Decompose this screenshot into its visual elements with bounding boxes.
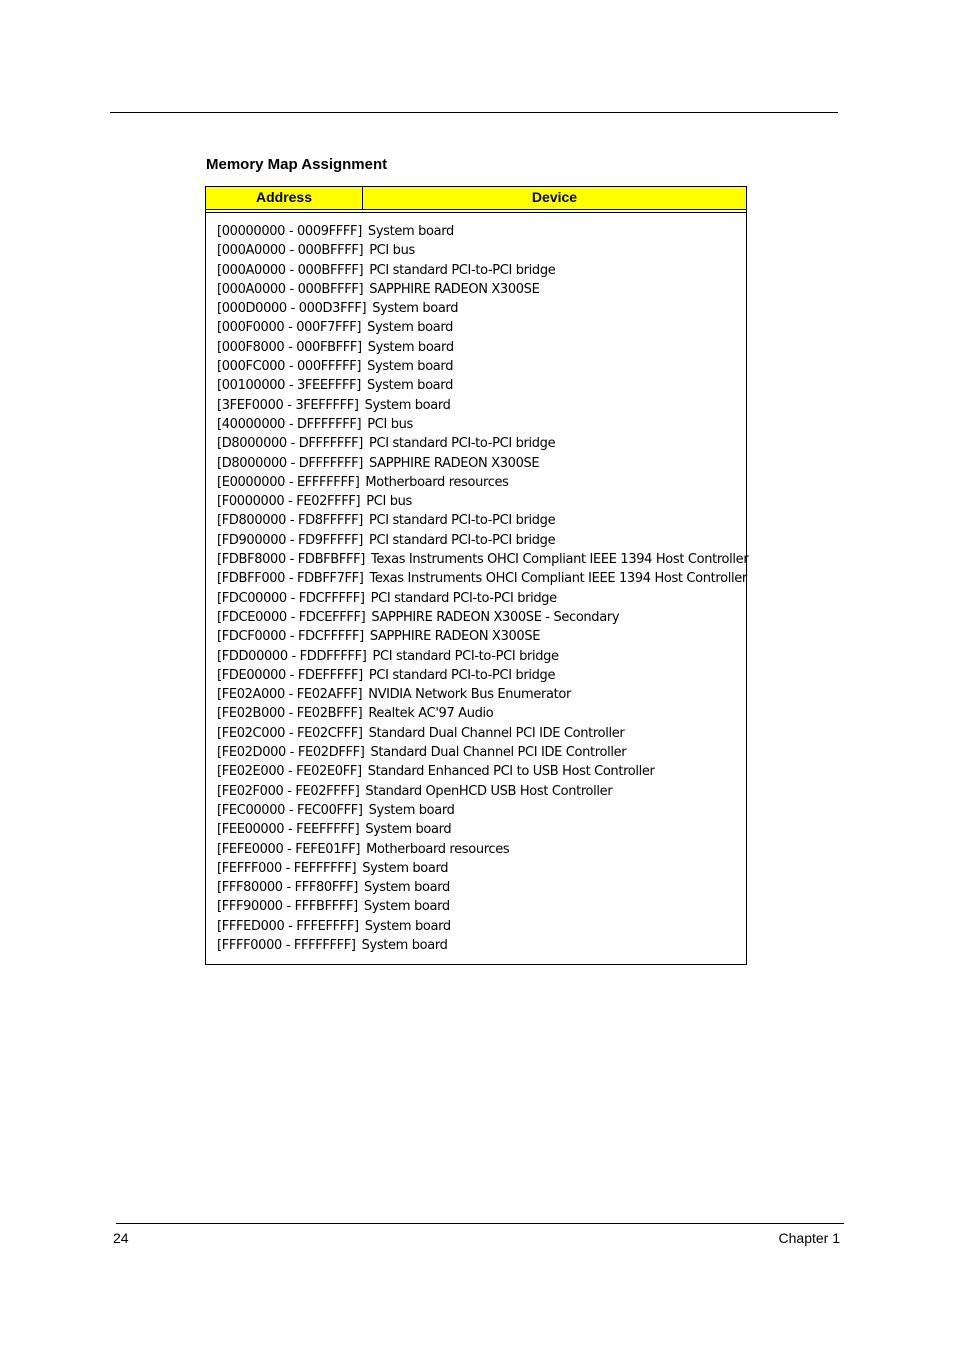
- row-address: [FD800000 - FD8FFFFF]: [217, 513, 364, 529]
- footer-rule: [116, 1223, 844, 1224]
- table-row: [217, 222, 748, 241]
- table-row: [217, 454, 748, 473]
- row-address: [FE02D000 - FE02DFFF]: [217, 745, 365, 761]
- row-device: NVIDIA Network Bus Enumerator: [368, 687, 571, 703]
- row-device: System board: [361, 937, 448, 953]
- row-address: [000D0000 - 000D3FFF]: [217, 301, 367, 317]
- row-device: PCI standard PCI-to-PCI bridge: [369, 513, 556, 529]
- row-address: [FDE00000 - FDEFFFFF]: [217, 667, 363, 683]
- row-address: [000F0000 - 000F7FFF]: [217, 320, 362, 336]
- table-row: [217, 299, 748, 318]
- row-device: SAPPHIRE RADEON X300SE: [369, 455, 540, 471]
- row-address: [FFFF0000 - FFFFFFFF]: [217, 937, 356, 953]
- row-address: [FDCF0000 - FDCFFFFF]: [217, 629, 364, 645]
- row-address: [000FC000 - 000FFFFF]: [217, 359, 362, 375]
- row-device: Standard Dual Channel PCI IDE Controller: [370, 745, 627, 761]
- row-address: [000A0000 - 000BFFFF]: [217, 243, 364, 259]
- section-title: Memory Map Assignment: [206, 156, 388, 173]
- row-address: [FE02F000 - FE02FFFF]: [217, 783, 360, 799]
- table-row: [217, 550, 748, 569]
- row-address: [FDBF8000 - FDBFBFFF]: [217, 552, 365, 568]
- row-address: [E0000000 - EFFFFFFF]: [217, 474, 360, 490]
- table-row: [217, 531, 748, 550]
- row-address: [40000000 - DFFFFFFF]: [217, 416, 362, 432]
- table-row: [217, 434, 748, 453]
- row-address: [FEE00000 - FEEFFFFF]: [217, 822, 360, 838]
- column-header-address: Address: [206, 187, 363, 209]
- table-row: [217, 473, 748, 492]
- table-row: [217, 396, 748, 415]
- row-address: [FDD00000 - FDDFFFFF]: [217, 648, 367, 664]
- page-number: 24: [113, 1230, 129, 1246]
- row-device: System board: [367, 320, 454, 336]
- row-address: [FEC00000 - FEC00FFF]: [217, 802, 363, 818]
- column-header-device: Device: [531, 189, 578, 205]
- table-row: [217, 666, 748, 685]
- row-device: PCI standard PCI-to-PCI bridge: [372, 648, 559, 664]
- table-row: [217, 762, 748, 781]
- row-device: PCI bus: [366, 494, 412, 510]
- table-rows: [217, 222, 748, 955]
- row-device: Standard Enhanced PCI to USB Host Controller: [367, 764, 655, 780]
- table-row: [217, 627, 748, 646]
- table-row: [217, 569, 748, 588]
- row-device: Motherboard resources: [365, 474, 509, 490]
- row-address: [FDC00000 - FDCFFFFF]: [217, 590, 365, 606]
- row-address: [3FEF0000 - 3FEFFFFF]: [217, 397, 359, 413]
- row-device: SAPPHIRE RADEON X300SE - Secondary: [371, 609, 620, 625]
- row-address: [FE02E000 - FE02E0FF]: [217, 764, 362, 780]
- table-header: [206, 187, 746, 210]
- row-device: SAPPHIRE RADEON X300SE: [369, 281, 540, 297]
- row-device: Standard OpenHCD USB Host Controller: [365, 783, 613, 799]
- row-address: [000A0000 - 000BFFFF]: [217, 281, 364, 297]
- table-row: [217, 647, 748, 666]
- row-device: System board: [362, 860, 449, 876]
- row-device: System board: [372, 301, 459, 317]
- row-address: [FE02B000 - FE02BFFF]: [217, 706, 363, 722]
- row-address: [FDCE0000 - FDCEFFFF]: [217, 609, 366, 625]
- row-address: [FE02A000 - FE02AFFF]: [217, 687, 363, 703]
- table-row: [217, 261, 748, 280]
- table-row: [217, 376, 748, 395]
- table-row: [217, 511, 748, 530]
- row-address: [D8000000 - DFFFFFFF]: [217, 455, 364, 471]
- table-row: [217, 840, 748, 859]
- row-device: Texas Instruments OHCI Compliant IEEE 1394 Host Controller: [369, 571, 747, 587]
- row-address: [FFF80000 - FFF80FFF]: [217, 880, 358, 896]
- row-address: [FD900000 - FD9FFFFF]: [217, 532, 364, 548]
- table-row: [217, 897, 748, 916]
- table-row: [217, 936, 748, 955]
- row-device: PCI bus: [369, 243, 415, 259]
- row-address: [F0000000 - FE02FFFF]: [217, 494, 361, 510]
- table-row: [217, 589, 748, 608]
- table-row: [217, 743, 748, 762]
- row-device: System board: [364, 918, 451, 934]
- table-row: [217, 801, 748, 820]
- row-device: System board: [367, 359, 454, 375]
- row-device: PCI standard PCI-to-PCI bridge: [368, 667, 556, 683]
- table-row: [217, 859, 748, 878]
- chapter-label: Chapter 1: [778, 1230, 840, 1246]
- row-device: System board: [367, 378, 453, 394]
- memory-map-table: [205, 186, 747, 965]
- row-address: [FEFE0000 - FEFE01FF]: [217, 841, 361, 857]
- row-device: Motherboard resources: [366, 841, 510, 857]
- row-device: Standard Dual Channel PCI IDE Controller: [368, 725, 625, 741]
- row-device: PCI standard PCI-to-PCI bridge: [369, 262, 556, 278]
- table-row: [217, 318, 748, 337]
- row-device: System board: [367, 339, 454, 355]
- row-device: System board: [368, 802, 455, 818]
- table-row: [217, 338, 748, 357]
- row-device: System board: [364, 397, 451, 413]
- table-row: [217, 878, 748, 897]
- row-address: [FEFFF000 - FEFFFFFF]: [217, 860, 357, 876]
- row-address: [FDBFF000 - FDBFF7FF]: [217, 571, 364, 587]
- row-device: PCI standard PCI-to-PCI bridge: [369, 532, 556, 548]
- row-device: System board: [365, 822, 452, 838]
- table-row: [217, 492, 748, 511]
- row-address: [FE02C000 - FE02CFFF]: [217, 725, 363, 741]
- row-address: [FFF90000 - FFFBFFFF]: [217, 899, 358, 915]
- row-device: System board: [367, 224, 454, 239]
- row-device: Realtek AC'97 Audio: [368, 706, 494, 722]
- header-separator: [206, 210, 746, 213]
- row-device: System board: [363, 880, 450, 896]
- row-device: System board: [363, 899, 450, 915]
- table-row: [217, 782, 748, 801]
- row-address: [D8000000 - DFFFFFFF]: [217, 436, 364, 452]
- table-row: [217, 357, 748, 376]
- table-row: [217, 820, 748, 839]
- row-device: Texas Instruments OHCI Compliant IEEE 1394 Host Controller: [370, 552, 749, 568]
- table-row: [217, 280, 748, 299]
- row-device: PCI standard PCI-to-PCI bridge: [369, 436, 556, 452]
- row-address: [000A0000 - 000BFFFF]: [217, 262, 364, 278]
- row-address: [00100000 - 3FEEFFFF]: [217, 378, 362, 394]
- table-row: [217, 704, 748, 723]
- table-row: [217, 415, 748, 434]
- row-address: [FFFED000 - FFFEFFFF]: [217, 918, 359, 934]
- table-row: [217, 608, 748, 627]
- row-device: PCI standard PCI-to-PCI bridge: [370, 590, 557, 606]
- row-address: [00000000 - 0009FFFF]: [217, 224, 362, 239]
- table-row: [217, 685, 748, 704]
- row-address: [000F8000 - 000FBFFF]: [217, 339, 362, 355]
- row-device: PCI bus: [367, 416, 413, 432]
- header-rule: [110, 112, 838, 113]
- table-row: [217, 724, 748, 743]
- table-row: [217, 917, 748, 936]
- table-row: [217, 241, 748, 260]
- row-device: SAPPHIRE RADEON X300SE: [369, 629, 541, 645]
